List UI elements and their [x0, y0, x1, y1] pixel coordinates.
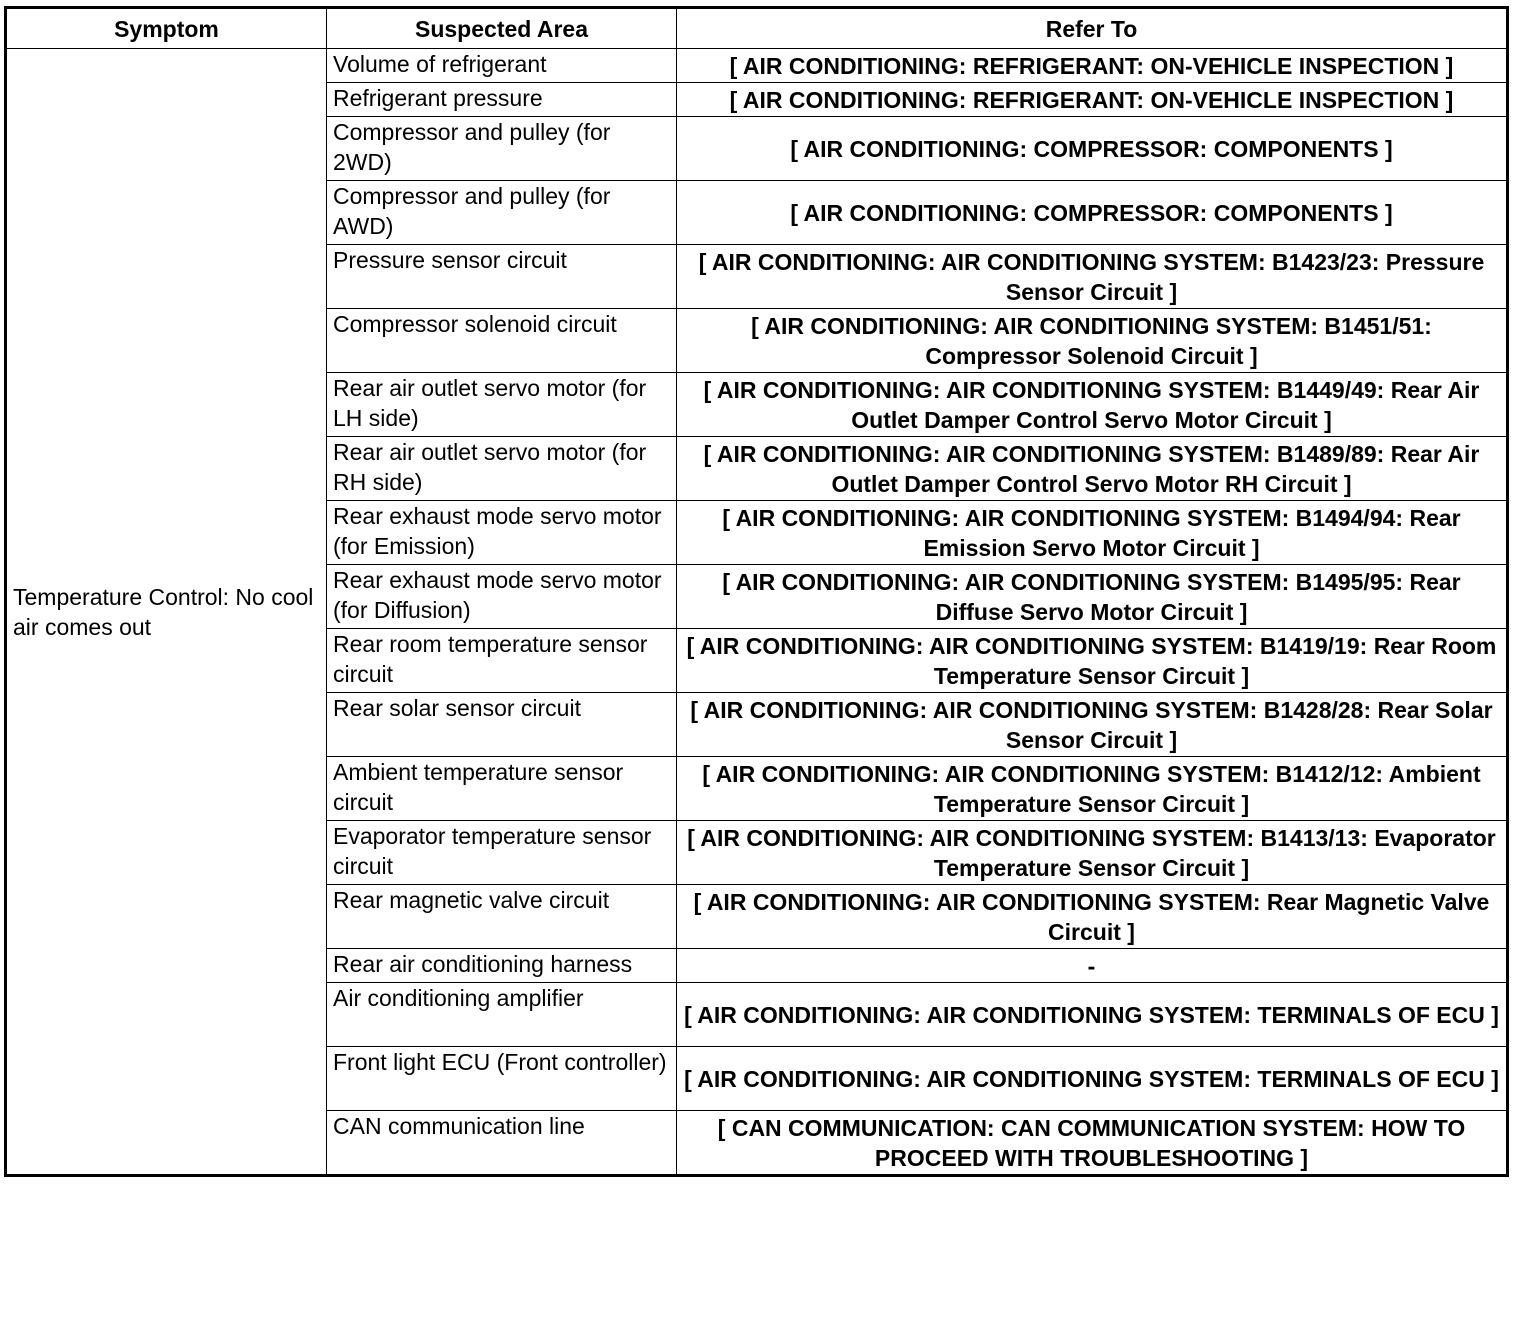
refer-to-link[interactable]: [ AIR CONDITIONING: AIR CONDITIONING SYSTEM: B1495/95: Rear Diffuse Servo Motor Circuit ] — [677, 565, 1508, 629]
header-symptom: Symptom — [6, 8, 327, 49]
refer-to-link[interactable]: [ AIR CONDITIONING: COMPRESSOR: COMPONENTS ] — [677, 181, 1508, 245]
refer-to-link[interactable]: [ AIR CONDITIONING: REFRIGERANT: ON-VEHICLE INSPECTION ] — [677, 49, 1508, 83]
header-refer-to: Refer To — [677, 8, 1508, 49]
diagnosis-table-container — [4, 6, 1506, 1177]
refer-to-link[interactable]: [ AIR CONDITIONING: AIR CONDITIONING SYSTEM: B1413/13: Evaporator Temperature Sensor Circuit ] — [677, 821, 1508, 885]
header-row — [6, 8, 1508, 49]
suspected-area-cell: Front light ECU (Front controller) — [327, 1047, 677, 1111]
header-suspected-area: Suspected Area — [327, 8, 677, 49]
suspected-area-cell: Rear air outlet servo motor (for LH side) — [327, 373, 677, 437]
table-row — [6, 49, 1508, 83]
refer-to-placeholder: - — [677, 949, 1508, 983]
refer-to-link[interactable]: [ AIR CONDITIONING: AIR CONDITIONING SYSTEM: B1494/94: Rear Emission Servo Motor Circuit ] — [677, 501, 1508, 565]
refer-to-link[interactable]: [ AIR CONDITIONING: AIR CONDITIONING SYSTEM: B1428/28: Rear Solar Sensor Circuit ] — [677, 693, 1508, 757]
suspected-area-cell: Ambient temperature sensor circuit — [327, 757, 677, 821]
suspected-area-cell: Rear room temperature sensor circuit — [327, 629, 677, 693]
refer-to-link[interactable]: [ AIR CONDITIONING: AIR CONDITIONING SYSTEM: TERMINALS OF ECU ] — [677, 1047, 1508, 1111]
suspected-area-cell: Evaporator temperature sensor circuit — [327, 821, 677, 885]
suspected-area-cell: Rear exhaust mode servo motor (for Emission) — [327, 501, 677, 565]
suspected-area-cell: Rear exhaust mode servo motor (for Diffusion) — [327, 565, 677, 629]
suspected-area-cell: Compressor and pulley (for AWD) — [327, 181, 677, 245]
refer-to-link[interactable]: [ AIR CONDITIONING: AIR CONDITIONING SYSTEM: B1489/89: Rear Air Outlet Damper Control Servo Motor RH Circuit ] — [677, 437, 1508, 501]
suspected-area-cell: Rear solar sensor circuit — [327, 693, 677, 757]
suspected-area-cell: Volume of refrigerant — [327, 49, 677, 83]
refer-to-link[interactable]: [ AIR CONDITIONING: COMPRESSOR: COMPONENTS ] — [677, 117, 1508, 181]
suspected-area-cell: Pressure sensor circuit — [327, 245, 677, 309]
diagnosis-table — [4, 6, 1509, 1177]
suspected-area-cell: Compressor solenoid circuit — [327, 309, 677, 373]
refer-to-link[interactable]: [ AIR CONDITIONING: REFRIGERANT: ON-VEHICLE INSPECTION ] — [677, 83, 1508, 117]
refer-to-link[interactable]: [ CAN COMMUNICATION: CAN COMMUNICATION SYSTEM: HOW TO PROCEED WITH TROUBLESHOOTING ] — [677, 1111, 1508, 1176]
suspected-area-cell: Rear air conditioning harness — [327, 949, 677, 983]
suspected-area-cell: Refrigerant pressure — [327, 83, 677, 117]
suspected-area-cell: Rear magnetic valve circuit — [327, 885, 677, 949]
suspected-area-cell: Air conditioning amplifier — [327, 983, 677, 1047]
refer-to-link[interactable]: [ AIR CONDITIONING: AIR CONDITIONING SYSTEM: TERMINALS OF ECU ] — [677, 983, 1508, 1047]
refer-to-link[interactable]: [ AIR CONDITIONING: AIR CONDITIONING SYSTEM: B1451/51: Compressor Solenoid Circuit ] — [677, 309, 1508, 373]
refer-to-link[interactable]: [ AIR CONDITIONING: AIR CONDITIONING SYSTEM: B1412/12: Ambient Temperature Sensor Circuit ] — [677, 757, 1508, 821]
suspected-area-cell: CAN communication line — [327, 1111, 677, 1176]
symptom-cell: Temperature Control: No cool air comes out — [6, 49, 327, 1176]
refer-to-link[interactable]: [ AIR CONDITIONING: AIR CONDITIONING SYSTEM: B1419/19: Rear Room Temperature Sensor Circuit ] — [677, 629, 1508, 693]
refer-to-link[interactable]: [ AIR CONDITIONING: AIR CONDITIONING SYSTEM: B1449/49: Rear Air Outlet Damper Control Servo Motor Circuit ] — [677, 373, 1508, 437]
suspected-area-cell: Rear air outlet servo motor (for RH side) — [327, 437, 677, 501]
refer-to-link[interactable]: [ AIR CONDITIONING: AIR CONDITIONING SYSTEM: B1423/23: Pressure Sensor Circuit ] — [677, 245, 1508, 309]
suspected-area-cell: Compressor and pulley (for 2WD) — [327, 117, 677, 181]
refer-to-link[interactable]: [ AIR CONDITIONING: AIR CONDITIONING SYSTEM: Rear Magnetic Valve Circuit ] — [677, 885, 1508, 949]
